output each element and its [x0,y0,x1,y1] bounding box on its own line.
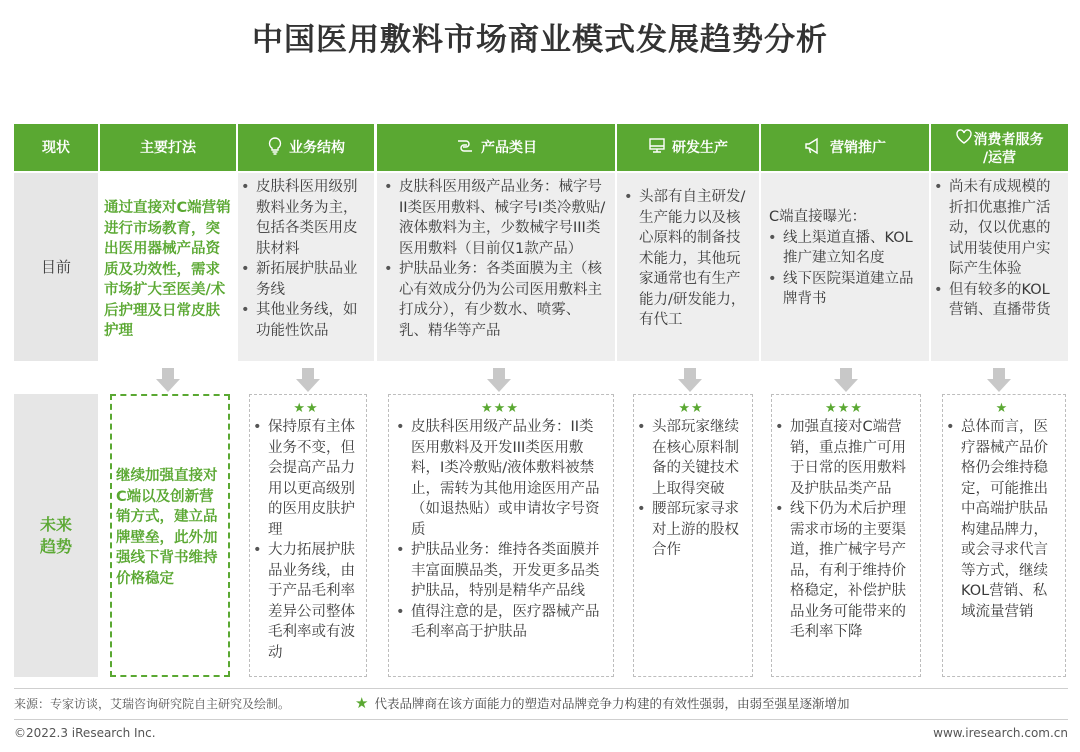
future-business [249,394,367,677]
lightbulb-icon [267,137,283,159]
list-item: • 总体而言，医疗器械产品价格仍会维持稳定，可能推出中高端护肤品构建品牌力，或会寻求代言等方式，继续KOL营销、私域流量营销 [943,417,1061,622]
list-item: • 头部玩家继续在核心原料制备的关键技术上取得突破 [634,417,748,499]
list-item: • 护肤品业务：各类面膜为主（核心有效成分仍为公司医用敷料主打成分），有少数水、喷雾、乳、精华等产品 [381,259,609,341]
list-item: • 线下仍为术后护理需求市场的主要渠道，推广械字号产品，有利于维持价格稳定，补偿护肤品业务可能带来的毛利率下降 [772,499,916,643]
current-marketing [761,173,929,361]
row-label-current-text: 目前 [40,258,71,276]
down-arrow-icon [487,368,511,393]
rating-stars: ★★★ [481,401,519,416]
rating-stars: ★★ [293,401,319,416]
future-service [942,394,1066,677]
down-arrow-icon [834,368,858,393]
list-item: • 值得注意的是，医疗器械产品毛利率高于护肤品 [393,602,607,643]
list-item: • 护肤品业务：维持各类面膜并丰富面膜品类，开发更多品类护肤品，特别是精华产品线 [393,540,607,602]
header-rnd-label: 研发生产 [672,139,728,156]
row-label-future [14,394,98,677]
rating-stars: ★ [995,401,1009,416]
list-item: • 皮肤科医用级别敷料业务为主，包括各类医用皮肤材料 [238,177,370,259]
marketing-intro: C端直接曝光： [769,209,867,225]
list-item: • 保持原有主体业务不变，但会提高产品力用以更高级别的医用皮肤护理 [250,417,362,540]
down-arrow-icon [156,368,180,393]
header-main-play-label: 主要打法 [140,139,196,156]
header-products [377,124,615,171]
divider [14,688,1068,689]
monitor-icon [648,137,666,158]
header-service-label-2: /运营 [982,149,1017,166]
down-arrow-icon [296,368,320,393]
header-service-label-1: 消费者服务 [973,131,1044,148]
header-main-play [100,124,236,171]
megaphone-icon [804,137,824,159]
website-url: www.iresearch.com.cn [933,726,1068,740]
future-rnd [633,394,753,677]
list-item: • 其他业务线，如功能性饮品 [238,300,370,341]
list-item: • 线下医院渠道建立品牌背书 [765,269,925,310]
future-marketing [771,394,921,677]
row-label-current [14,173,98,361]
divider [14,719,1068,720]
source-note: 来源：专家访谈，艾瑞咨询研究院自主研究及绘制。 [14,697,291,711]
header-marketing-label: 营销推广 [830,139,886,156]
header-status-label: 现状 [42,139,70,156]
list-item: • 线上渠道直播、KOL推广建立知名度 [765,228,925,269]
list-item: • 但有较多的KOL营销、直播带货 [931,280,1064,321]
list-item: • 皮肤科医用级产品业务：械字号II类医用敷料、械字号I类冷敷贴/液体敷料为主，少数械字号III类医用敷料（目前仅1款产品） [381,177,609,259]
future-main-play: 继续加强直接对C端以及创新营销方式，建立品牌壁垒，此外加强线下背书维持价格稳定 [110,394,230,677]
header-marketing [761,124,929,171]
legend-text: 代表品牌商在该方面能力的塑造对品牌竞争力构建的有效性强弱，由弱至强星逐渐增加 [374,696,850,711]
current-service [931,173,1068,361]
down-arrow-icon [987,368,1011,393]
heart-icon [956,129,972,148]
list-item: • 腰部玩家寻求对上游的股权合作 [634,499,748,561]
header-products-label: 产品类目 [481,139,537,156]
copyright: ©2022.3 iResearch Inc. [14,726,156,740]
list-item: • 尚未有成规模的折扣优惠推广活动，仅以优惠的试用装使用户实际产生体验 [931,177,1064,280]
current-business [238,173,374,361]
current-rnd [617,173,759,361]
list-item: • 加强直接对C端营销，重点推广可用于日常的医用敷料及护肤品类产品 [772,417,916,499]
header-business [238,124,374,171]
link-icon [455,137,475,159]
list-item: • 皮肤科医用级产品业务：II类医用敷料及开发III类医用敷料，I类冷敷贴/液体敷料被禁止，需转为其他用途医用产品（如退热贴）或申请妆字号资质 [393,417,607,540]
row-label-future-text-1: 未来 [39,514,72,534]
list-item: • 大力拓展护肤品业务线，由于产品毛利率差异公司整体毛利率或有波动 [250,540,362,663]
list-item: • 新拓展护肤品业务线 [238,259,370,300]
future-products [388,394,614,677]
row-label-future-text-2: 趋势 [39,536,72,556]
rating-stars: ★★ [678,401,704,416]
list-item: • 头部有自主研发/生产能力以及核心原料的制备技术能力，其他玩家通常也有生产能力/研发能力，有代工 [621,187,753,331]
star-icon: ★ [355,694,369,712]
header-status [14,124,98,171]
down-arrow-icon [678,368,702,393]
current-products [377,173,615,361]
star-legend [355,694,849,712]
header-rnd [617,124,759,171]
header-business-label: 业务结构 [289,139,345,156]
page-title: 中国医用敷料市场商业模式发展趋势分析 [252,22,828,58]
current-main-play: 通过直接对C端营销进行市场教育，突出医用器械产品资质及功效性，需求市场扩大至医美/术后护理及日常皮肤护理 [100,173,236,361]
rating-stars: ★★★ [825,401,863,416]
header-service [931,124,1068,171]
